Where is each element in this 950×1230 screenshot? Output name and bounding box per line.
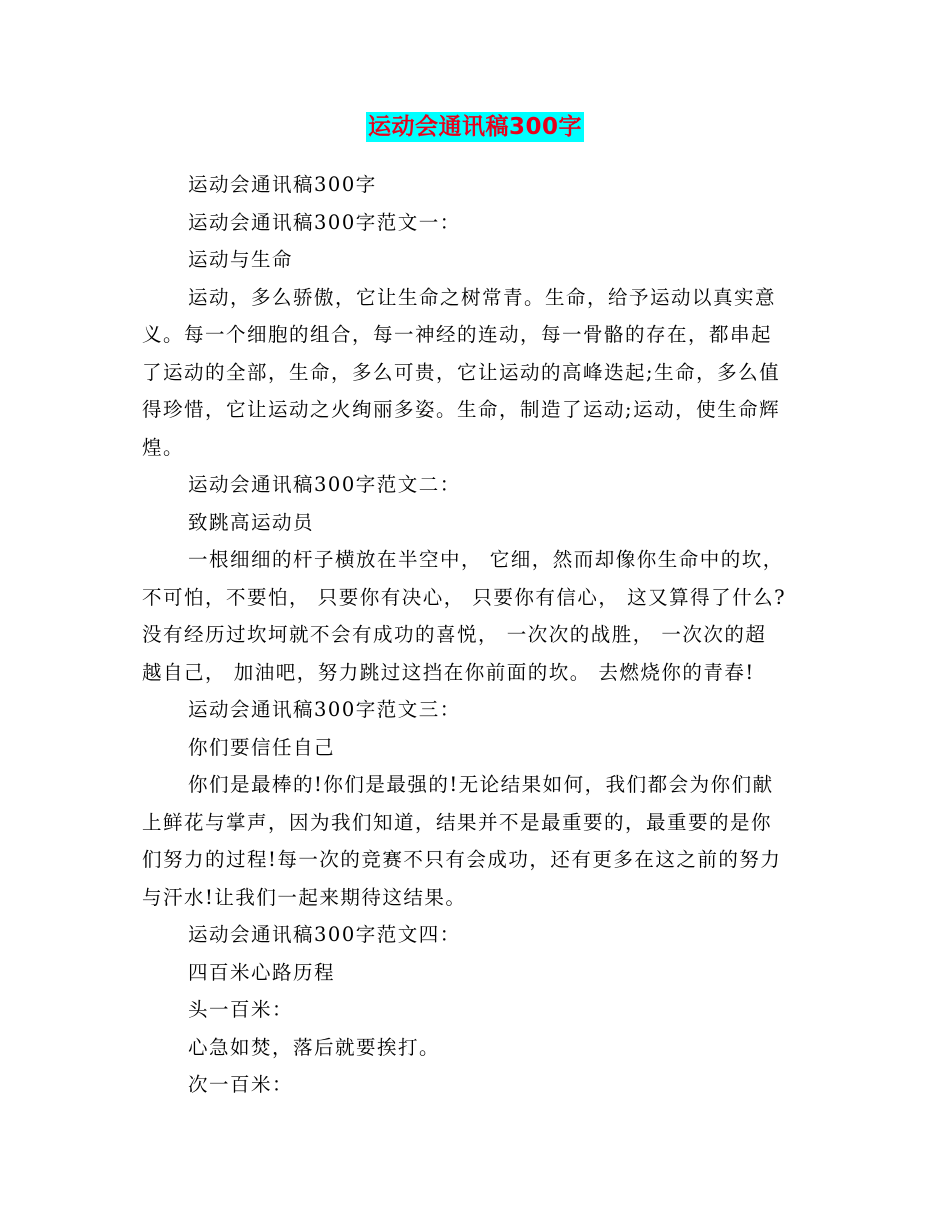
paragraph-line: 们努力的过程!每一次的竞赛不只有会成功，还有更多在这之前的努力 [142, 848, 782, 871]
paragraph-line: 致跳高运动员 [188, 510, 315, 534]
paragraph-line: 运动，多么骄傲，它让生命之树常青。生命，给予运动以真实意 [188, 285, 777, 309]
paragraph-line: 心急如焚，落后就要挨打。 [188, 1035, 441, 1059]
paragraph-line: 运动会通讯稿300字 [188, 173, 377, 196]
paragraph-line: 一根细细的杆子横放在半空中， 它细，然而却像你生命中的坎， [188, 548, 784, 571]
document-title: 运动会通讯稿300字 [367, 114, 582, 140]
paragraph-line: 头一百米： [188, 998, 294, 1021]
paragraph-line: 运动会通讯稿300字范文三： [188, 698, 461, 721]
paragraph-line: 你们要信任自己 [188, 735, 336, 759]
paragraph-line: 与汗水!让我们一起来期待这结果。 [142, 885, 467, 909]
paragraph-line: 没有经历过坎坷就不会有成功的喜悦， 一次次的战胜， 一次次的超 [142, 623, 767, 646]
paragraph-line: 你们是最棒的!你们是最强的!无论结果如何，我们都会为你们献 [188, 773, 774, 796]
paragraph-line: 四百米心路历程 [188, 960, 336, 984]
paragraph-line: 了运动的全部，生命，多么可贵，它让运动的高峰迭起;生命，多么值 [142, 360, 781, 384]
paragraph-line: 运动会通讯稿300字范文二： [188, 473, 461, 496]
paragraph-line: 义。每一个细胞的组合，每一神经的连动，每一骨骼的存在，都串起 [142, 323, 773, 346]
paragraph-line: 运动与生命 [188, 248, 294, 271]
paragraph-line: 上鲜花与掌声，因为我们知道，结果并不是最重要的，最重要的是你 [142, 810, 773, 834]
paragraph-line: 次一百米： [188, 1073, 294, 1096]
paragraph-line: 煌。 [142, 435, 185, 459]
paragraph-line: 运动会通讯稿300字范文四： [188, 923, 461, 946]
document-body [142, 166, 810, 1104]
paragraph-line: 不可怕，不要怕， 只要你有决心， 只要你有信心， 这又算得了什么? [142, 585, 787, 609]
paragraph-line: 运动会通讯稿300字范文一： [188, 210, 461, 234]
title-container [0, 112, 950, 142]
paragraph-line: 越自己， 加油吧，努力跳过这挡在你前面的坎。 去燃烧你的青春! [142, 660, 755, 684]
paragraph-line: 得珍惜，它让运动之火绚丽多姿。生命，制造了运动;运动，使生命辉 [142, 398, 781, 421]
